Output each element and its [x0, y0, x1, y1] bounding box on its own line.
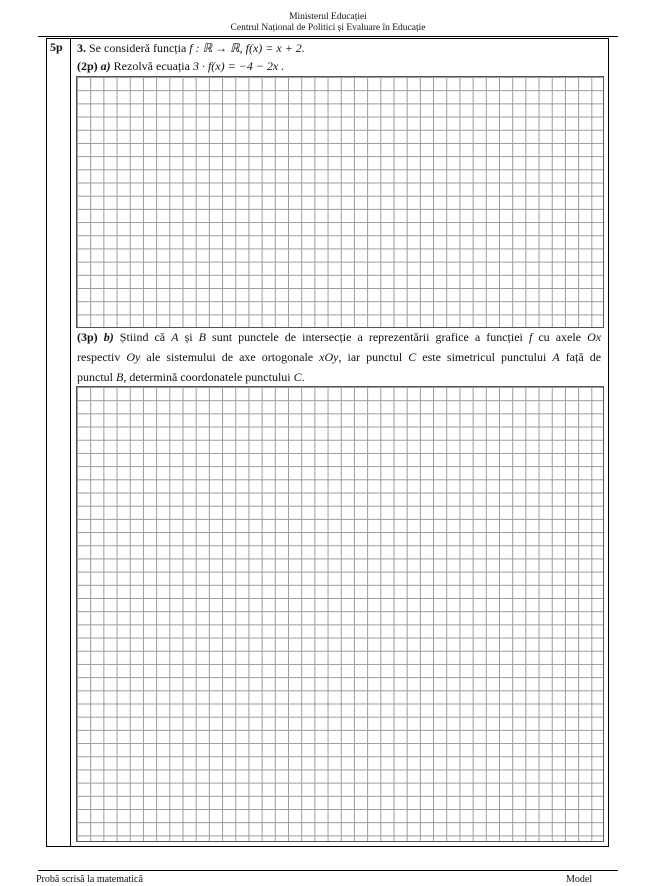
- part-b-text: față de: [565, 350, 602, 364]
- footer-model-label: Model: [566, 874, 593, 885]
- part-b-text: este simetricul punctului: [422, 350, 547, 364]
- part-a-text: Rezolvă ecuația: [113, 59, 190, 73]
- part-a-label: a): [100, 59, 111, 73]
- part-a-points: (2p): [77, 59, 98, 73]
- header-rule: [38, 36, 618, 37]
- part-b-text: , iar punctul: [338, 350, 403, 364]
- variable-b: B: [116, 370, 124, 384]
- part-b-text: cu axele: [538, 330, 582, 344]
- problem-statement: [77, 38, 305, 58]
- variable-a: A: [171, 330, 179, 344]
- part-b-text: Știind că: [119, 330, 166, 344]
- part-b-text: punctul: [77, 370, 113, 384]
- part-a-equation: 3 · f(x) = −4 − 2x .: [192, 59, 285, 73]
- axis-oy: Oy: [126, 350, 141, 364]
- part-b-line-1: [77, 327, 601, 347]
- footer-rule: [38, 870, 618, 871]
- part-b-text: sunt punctele de intersecție a reprezentării grafice a funcției: [212, 330, 523, 344]
- center-name: Centrul Național de Politici și Evaluare în Educație: [230, 23, 426, 33]
- part-b-line-2: [77, 347, 601, 367]
- part-b-text: , determină coordonatele punctului: [123, 370, 291, 384]
- part-b-text: respectiv: [77, 350, 121, 364]
- variable-c: C: [293, 370, 302, 384]
- part-b-text: ale sistemului de axe ortogonale: [146, 350, 314, 364]
- coordinate-system-xoy: xOy: [319, 350, 339, 364]
- answer-grid-a[interactable]: [76, 76, 604, 328]
- axis-ox: Ox: [587, 330, 602, 344]
- variable-c: C: [408, 350, 417, 364]
- ministry-name: Ministerul Educației: [289, 12, 367, 22]
- part-b-label: b): [103, 330, 114, 344]
- footer-exam-name: Probă scrisă la matematică: [36, 874, 143, 885]
- page-header: [0, 12, 656, 34]
- variable-b: B: [198, 330, 206, 344]
- function-definition: f : ℝ → ℝ, f(x) = x + 2.: [189, 41, 305, 55]
- variable-f: f: [528, 330, 533, 344]
- answer-grid-b[interactable]: [76, 386, 604, 842]
- points-column-divider: [70, 38, 71, 847]
- part-b-line-3: [77, 367, 305, 387]
- part-b-text: și: [184, 330, 193, 344]
- part-b-text: .: [301, 370, 305, 384]
- problem-intro: Se consideră funcția: [89, 41, 187, 55]
- problem-number: 3.: [77, 41, 86, 55]
- part-b-points: (3p): [77, 330, 98, 344]
- problem-points: 5p: [50, 40, 63, 54]
- variable-a: A: [552, 350, 560, 364]
- part-a-statement: [77, 56, 284, 76]
